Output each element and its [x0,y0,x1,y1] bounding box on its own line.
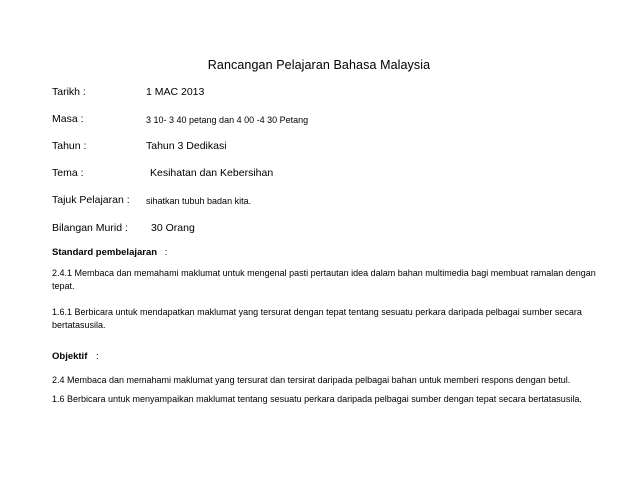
objektif-heading-colon: : [96,351,99,362]
field-value-tajuk-pelajaran: sihatkan tubuh badan kita. [146,196,252,206]
standard-heading-colon: : [164,247,168,258]
page-title: Rancangan Pelajaran Bahasa Malaysia [207,58,431,72]
field-label-tarikh: Tarikh : [52,86,86,98]
field-value-tema: Kesihatan dan Kebersihan [150,167,274,179]
objektif-heading-text: Objektif [52,351,88,362]
standard-heading [52,247,167,258]
field-value-bilangan-murid: 30 Orang [151,222,195,234]
field-label-tahun: Tahun : [52,140,87,152]
field-label-bilangan-murid: Bilangan Murid : [52,222,128,234]
standard-heading-text: Standard pembelajaran [52,247,158,258]
objektif-heading [52,351,99,362]
objektif-item-2-4: 2.4 Membaca dan memahami maklumat yang tersurat dan tersirat daripada pelbagai bahan untuk memberi respons dengan betul. [52,375,571,385]
field-label-masa: Masa : [52,113,84,125]
field-label-tema: Tema : [52,167,84,179]
field-value-tarikh: 1 MAC 2013 [146,86,205,98]
field-label-tajuk-pelajaran: Tajuk Pelajaran : [52,194,130,206]
standard-item-2-4-1: 2.4.1 Membaca dan memahami maklumat untuk mengenal pasti pertautan idea dalam bahan multimedia bagi membuat ramalan dengan tepat. [52,268,596,291]
field-value-masa: 3 10- 3 40 petang dan 4 00 -4 30 Petang [146,115,309,125]
objektif-item-1-6: 1.6 Berbicara untuk menyampaikan maklumat tentang sesuatu perkara daripada pelbagai sumber dengan tepat secara bertatasusila. [52,394,582,404]
field-value-tahun: Tahun 3 Dedikasi [146,140,227,152]
standard-item-1-6-1: 1.6.1 Berbicara untuk mendapatkan maklumat yang tersurat dengan tepat tentang sesuatu perkara daripada pelbagai sumber secara bertatasusila. [52,307,582,330]
